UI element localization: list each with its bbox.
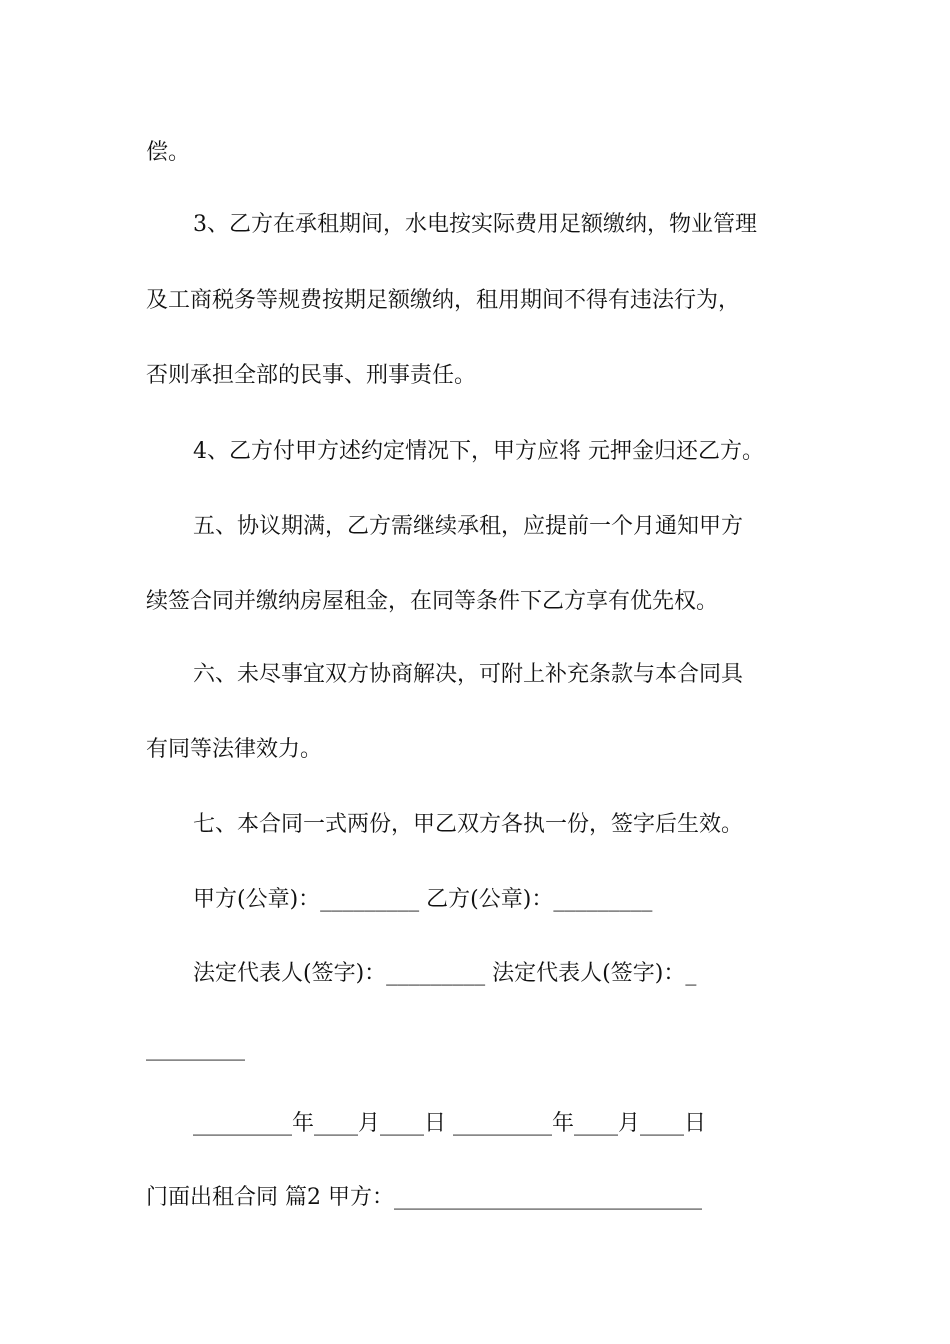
date-line: _________年____月____日 _________年____月____日 — [193, 1111, 706, 1136]
clause-7-line: 七、本合同一式两份，甲乙双方各执一份，签字后生效。 — [193, 812, 744, 837]
representative-signature-line: 法定代表人(签字)：_________ 法定代表人(签字)：_ — [193, 961, 697, 986]
clause-4-line: 4、乙方付甲方述约定情况下，甲方应将 元押金归还乙方。 — [193, 439, 764, 464]
clause-5-line-2: 续签合同并缴纳房屋租金，在同等条件下乙方享有优先权。 — [146, 589, 719, 614]
clause-3-line-1: 3、乙方在承租期间，水电按实际费用足额缴纳，物业管理 — [193, 212, 757, 237]
clause-3-line-3: 否则承担全部的民事、刑事责任。 — [146, 363, 477, 388]
text-line: 偿。 — [146, 140, 191, 165]
signature-continuation-line: _________ — [146, 1036, 245, 1061]
clause-6-line-1: 六、未尽事宜双方协商解决，可附上补充条款与本合同具 — [193, 662, 744, 687]
clause-3-line-2: 及工商税务等规费按期足额缴纳，租用期间不得有违法行为， — [146, 288, 741, 313]
clause-6-line-2: 有同等法律效力。 — [146, 737, 323, 762]
seal-signature-line: 甲方(公章)：_________ 乙方(公章)：_________ — [193, 887, 653, 912]
clause-5-line-1: 五、协议期满，乙方需继续承租，应提前一个月通知甲方 — [193, 514, 744, 539]
contract-2-heading-line: 门面出租合同 篇2 甲方：____________________________ — [146, 1185, 702, 1210]
